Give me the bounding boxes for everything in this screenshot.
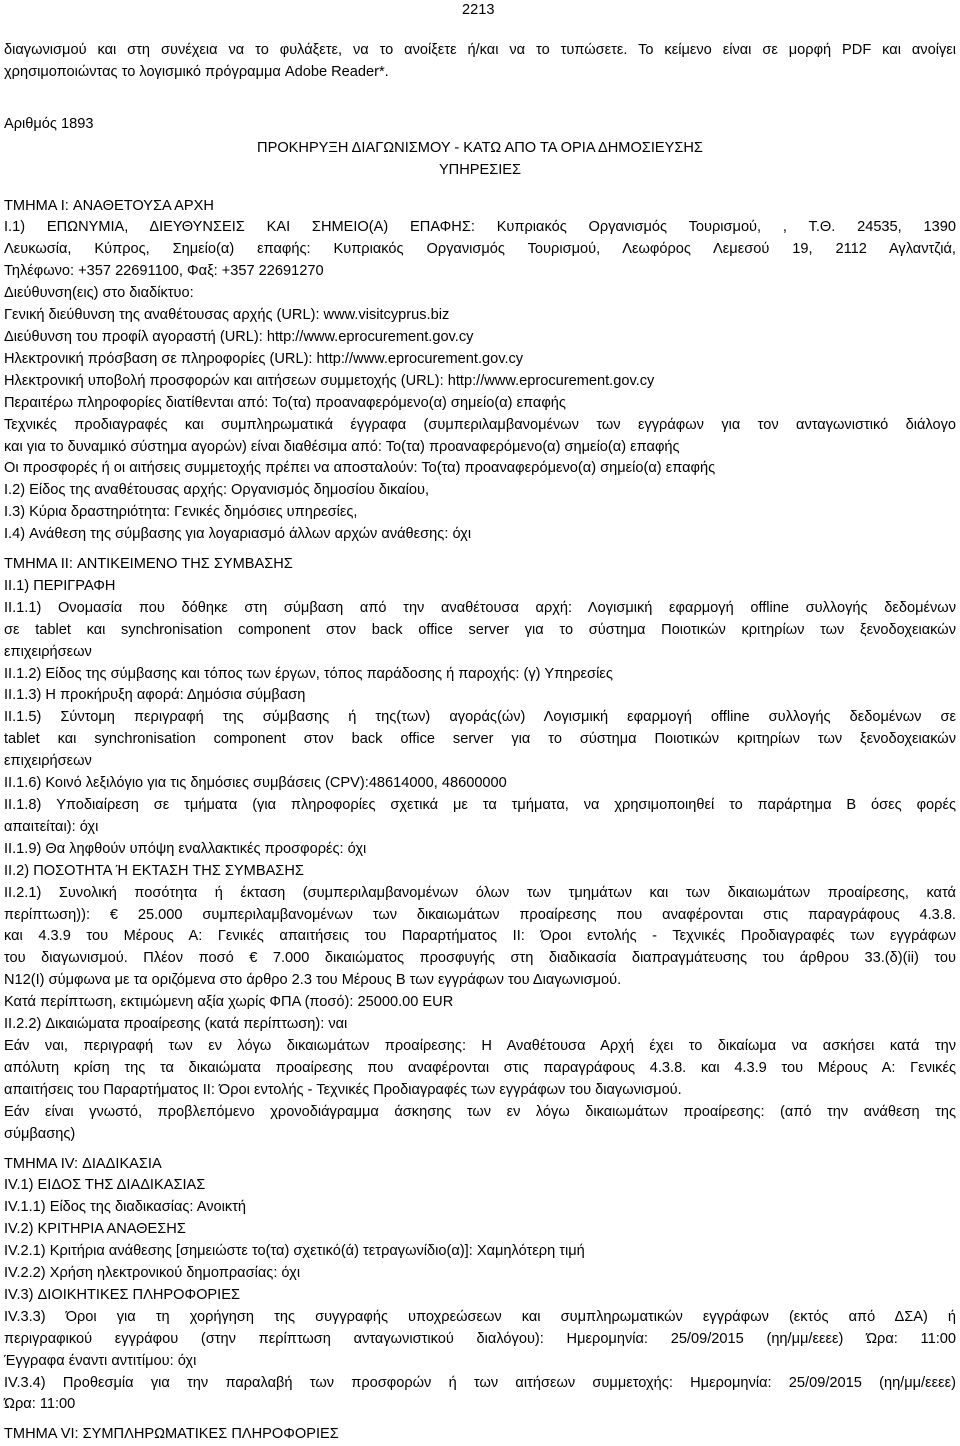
text-line: απαιτείται): όχι xyxy=(4,818,99,835)
text-line: II.1.2) Είδος της σύμβασης και τόπος των έργων, τόπος παράδοσης ή παροχής: (γ) Υπηρεσίες xyxy=(4,665,613,682)
paragraph-gap xyxy=(4,1146,956,1154)
text-line: επιχειρήσεων xyxy=(4,643,92,660)
text-line: II.2.1) Συνολική ποσότητα ή έκταση (συμπεριλαμβανομένων όλων των τμημάτων και των δικαιωμάτων προαίρεσης, κατά xyxy=(4,884,956,901)
document-body xyxy=(4,40,956,1446)
intro-line: διαγωνισμού και στη συνέχεια να το φυλάξετε, να το ανοίξετε ή/και να το τυπώσετε. Το κείμενο είναι σε μορφή PDF και ανοίγει xyxy=(4,42,956,58)
text-line: και 4.3.9 του Μέρους Α: Γενικές απαιτήσεις του Παραρτήματος ΙΙ: Όροι εντολής - Τεχνικές Προδιαγραφές των εγγράφων xyxy=(4,928,956,945)
text-line: απαιτήσεις του Παραρτήματος ΙΙ: Όροι εντολής - Τεχνικές Προδιαγραφές των εγγράφων του διαγωνισμού. xyxy=(4,1081,682,1098)
text-line: I.4) Ανάθεση της σύμβασης για λογαριασμό άλλων αρχών ανάθεσης: όχι xyxy=(4,526,472,543)
text-line: II.2) ΠΟΣΟΤΗΤΑ Ή ΕΚΤΑΣΗ ΤΗΣ ΣΥΜΒΑΣΗΣ xyxy=(4,862,304,879)
text-line: ΤΜΗΜΑ IV: ΔΙΑΔΙΚΑΣΙΑ xyxy=(4,1155,162,1172)
text-line: II.1.8) Υποδιαίρεση σε τμήματα (για πληροφορίες σχετικά με τα τμήματα, να χρησιμοποιηθεί το παράρτημα Β όσες φορές xyxy=(4,797,956,813)
notice-number: Αριθμός 1893 xyxy=(4,115,94,132)
text-line: Λευκωσία, Κύπρος, Σημείο(α) επαφής: Κυπριακός Οργανισμός Τουρισμού, Λεωφόρος Λεμεσού 19, 2112 Αγλαντζιά, xyxy=(4,241,956,258)
page-number: 2213 xyxy=(462,2,495,18)
intro-line: χρησιμοποιώντας το λογισμικό πρόγραμμα Adobe Reader*. xyxy=(4,63,389,80)
text-line: II.1.9) Θα ληφθούν υπόψη εναλλακτικές προσφορές: όχι xyxy=(4,840,367,857)
text-line: II.1.3) Η προκήρυξη αφορά: Δημόσια σύμβαση xyxy=(4,687,306,704)
text-line: II.2.2) Δικαιώματα προαίρεσης (κατά περίπτωση): ναι xyxy=(4,1016,348,1033)
text-line: IV.3) ΔΙΟΙΚΗΤΙΚΕΣ ΠΛΗΡΟΦΟΡΙΕΣ xyxy=(4,1286,240,1303)
notice-text xyxy=(4,196,956,1446)
notice-heading: ΠΡΟΚΗΡΥΞΗ ΔΙΑΓΩΝΙΣΜΟΥ - ΚΑΤΩ ΑΠΟ ΤΑ ΟΡΙΑ ΔΗΜΟΣΙΕΥΣΗΣ xyxy=(257,139,703,156)
text-line: Γενική διεύθυνση της αναθέτουσας αρχής (URL): www.visitcyprus.biz xyxy=(4,307,450,324)
text-line: I.2) Είδος της αναθέτουσας αρχής: Οργανισμός δημοσίου δικαίου, xyxy=(4,482,430,499)
text-line: Διεύθυνση(εις) στο διαδίκτυο: xyxy=(4,285,194,302)
text-line: IV.2.1) Κριτήρια ανάθεσης [σημειώστε το(τα) σχετικό(ά) τετραγωνίδιο(α)]: Χαμηλότερη τιμή xyxy=(4,1243,585,1260)
notice-heading: ΥΠΗΡΕΣΙΕΣ xyxy=(438,161,522,178)
text-line: Οι προσφορές ή οι αιτήσεις συμμετοχής πρέπει να αποσταλούν: Το(τα) προαναφερόμενο(α) σημείο(α) επαφής xyxy=(4,460,716,477)
text-line: ΤΜΗΜΑ VI: ΣΥΜΠΛΗΡΩΜΑΤΙΚΕΣ ΠΛΗΡΟΦΟΡΙΕΣ xyxy=(4,1426,339,1443)
text-line: Ηλεκτρονική υποβολή προσφορών και αιτήσεων συμμετοχής (URL): http://www.eprocurement.gov.cy xyxy=(4,372,655,389)
text-line: II.1.6) Κοινό λεξιλόγιο για τις δημόσιες συμβάσεις (CPV):48614000, 48600000 xyxy=(4,775,507,792)
text-line: Ηλεκτρονική πρόσβαση σε πληροφορίες (URL): http://www.eprocurement.gov.cy xyxy=(4,350,524,367)
text-line: Τεχνικές προδιαγραφές και συμπληρωματικά έγγραφα (συμπεριλαμβανομένων των εγγράφων για τον ανταγωνιστικό διάλογο xyxy=(4,416,956,433)
text-line: και για το δυναμικό σύστημα αγορών) είναι διαθέσιμα από: Το(τα) προαναφερόμενο(α) σημείο(α) επαφής xyxy=(4,438,680,455)
text-line: Έγγραφα έναντι αντιτίμου: όχι xyxy=(4,1352,197,1369)
paragraph-gap xyxy=(4,546,956,554)
text-line: περιγραφικού εγγράφου (στην περίπτωση ανταγωνιστικού διαλόγου): Ημερομηνία: 25/09/2015 (ηη/μμ/εεεε) Ώρα: 11:00 xyxy=(4,1330,956,1347)
text-line: Εάν ναι, περιγραφή των εν λόγω δικαιωμάτων προαίρεσης: Η Αναθέτουσα Αρχή έχει το δικαίωμα να ασκήσει κατά την xyxy=(4,1037,956,1054)
text-line: Ώρα: 11:00 xyxy=(4,1396,76,1413)
text-line: Εάν είναι γνωστό, προβλεπόμενο χρονοδιάγραμμα άσκησης των εν λόγω δικαιωμάτων προαίρεσης: (από την ανάθεση της xyxy=(4,1103,956,1120)
text-line: IV.1.1) Είδος της διαδικασίας: Ανοικτή xyxy=(4,1199,247,1216)
text-line: του διαγωνισμού. Πλέον ποσό € 7.000 δικαιώματος προσφυγής στη διαδικασία διαπραγμάτευσης του άρθρου 33.(δ)(ii) του xyxy=(4,950,956,967)
text-line: σε tablet και synchronisation component στον back office server για το σύστημα Ποιοτικών κριτηρίων των ξενοδοχειακών xyxy=(4,621,956,638)
text-line: II.1.1) Ονομασία που δόθηκε στη σύμβαση από την αναθέτουσα αρχή: Λογισμική εφαρμογή offline συλλογής δεδομένων xyxy=(4,599,956,616)
text-line: I.1) ΕΠΩΝΥΜΙΑ, ΔΙΕΥΘΥΝΣΕΙΣ ΚΑΙ ΣΗΜΕΙΟ(Α) ΕΠΑΦΗΣ: Κυπριακός Οργανισμός Τουρισμού, , Τ.Θ. 24535, 1390 xyxy=(4,219,956,236)
text-line: επιχειρήσεων xyxy=(4,753,92,770)
text-line: σύμβασης) xyxy=(4,1125,76,1142)
text-line: tablet και synchronisation component στον back office server για το σύστημα Ποιοτικών κριτηρίων των ξενοδοχειακών xyxy=(4,731,956,748)
text-line: απόλυτη κρίση της τα δικαιώματα προαίρεσης που αναφέρονται στις παραγράφους 4.3.8. και 4.3.9 του Μέρους Α: Γενικές xyxy=(4,1059,956,1076)
text-line: Κατά περίπτωση, εκτιμώμενη αξία χωρίς ΦΠΑ (ποσό): 25000.00 EUR xyxy=(4,994,454,1011)
text-line: IV.1) ΕΙΔΟΣ ΤΗΣ ΔΙΑΔΙΚΑΣΙΑΣ xyxy=(4,1177,206,1194)
text-line: ΤΜΗΜΑ I: ΑΝΑΘΕΤΟΥΣΑ ΑΡΧΗ xyxy=(4,197,214,214)
text-line: IV.2.2) Χρήση ηλεκτρονικού δημοπρασίας: όχι xyxy=(4,1265,301,1282)
paragraph-gap xyxy=(4,1416,956,1424)
text-line: II.1) ΠΕΡΙΓΡΑΦΗ xyxy=(4,577,116,594)
text-line: I.3) Κύρια δραστηριότητα: Γενικές δημόσιες υπηρεσίες, xyxy=(4,504,358,521)
text-line: Ν12(Ι) σύμφωνα με τα οριζόμενα στο άρθρο 2.3 του Μέρους Β των εγγράφων του Διαγωνισμού. xyxy=(4,972,622,989)
text-line: περίπτωση)): € 25.000 συμπεριλαμβανομένων των δικαιωμάτων προαίρεσης που αναφέρονται στις παραγράφους 4.3.8. xyxy=(4,906,956,923)
text-line: IV.3.4) Προθεσμία για την παραλαβή των προσφορών ή των αιτήσεων συμμετοχής: Ημερομηνία: 25/09/2015 (ηη/μμ/εεεε) xyxy=(4,1374,956,1391)
text-line: Τηλέφωνο: +357 22691100, Φαξ: +357 22691270 xyxy=(4,263,324,280)
text-line: IV.2) ΚΡΙΤΗΡΙΑ ΑΝΑΘΕΣΗΣ xyxy=(4,1221,186,1238)
text-line: II.1.5) Σύντομη περιγραφή της σύμβασης ή της(των) αγοράς(ών) Λογισμική εφαρμογή offline συλλογής δεδομένων σε xyxy=(4,709,956,726)
text-line: ΤΜΗΜΑ II: ΑΝΤΙΚΕΙΜΕΝΟ ΤΗΣ ΣΥΜΒΑΣΗΣ xyxy=(4,556,293,573)
text-line: Διεύθυνση του προφίλ αγοραστή (URL): http://www.eprocurement.gov.cy xyxy=(4,328,474,345)
text-line: IV.3.3) Όροι για τη χορήγηση της συγγραφής υποχρεώσεων και συμπληρωματικών εγγράφων (εκτός από ΔΣΑ) ή xyxy=(4,1308,956,1325)
text-line: Περαιτέρω πληροφορίες διατίθενται από: Το(τα) προαναφερόμενο(α) σημείο(α) επαφής xyxy=(4,394,566,411)
